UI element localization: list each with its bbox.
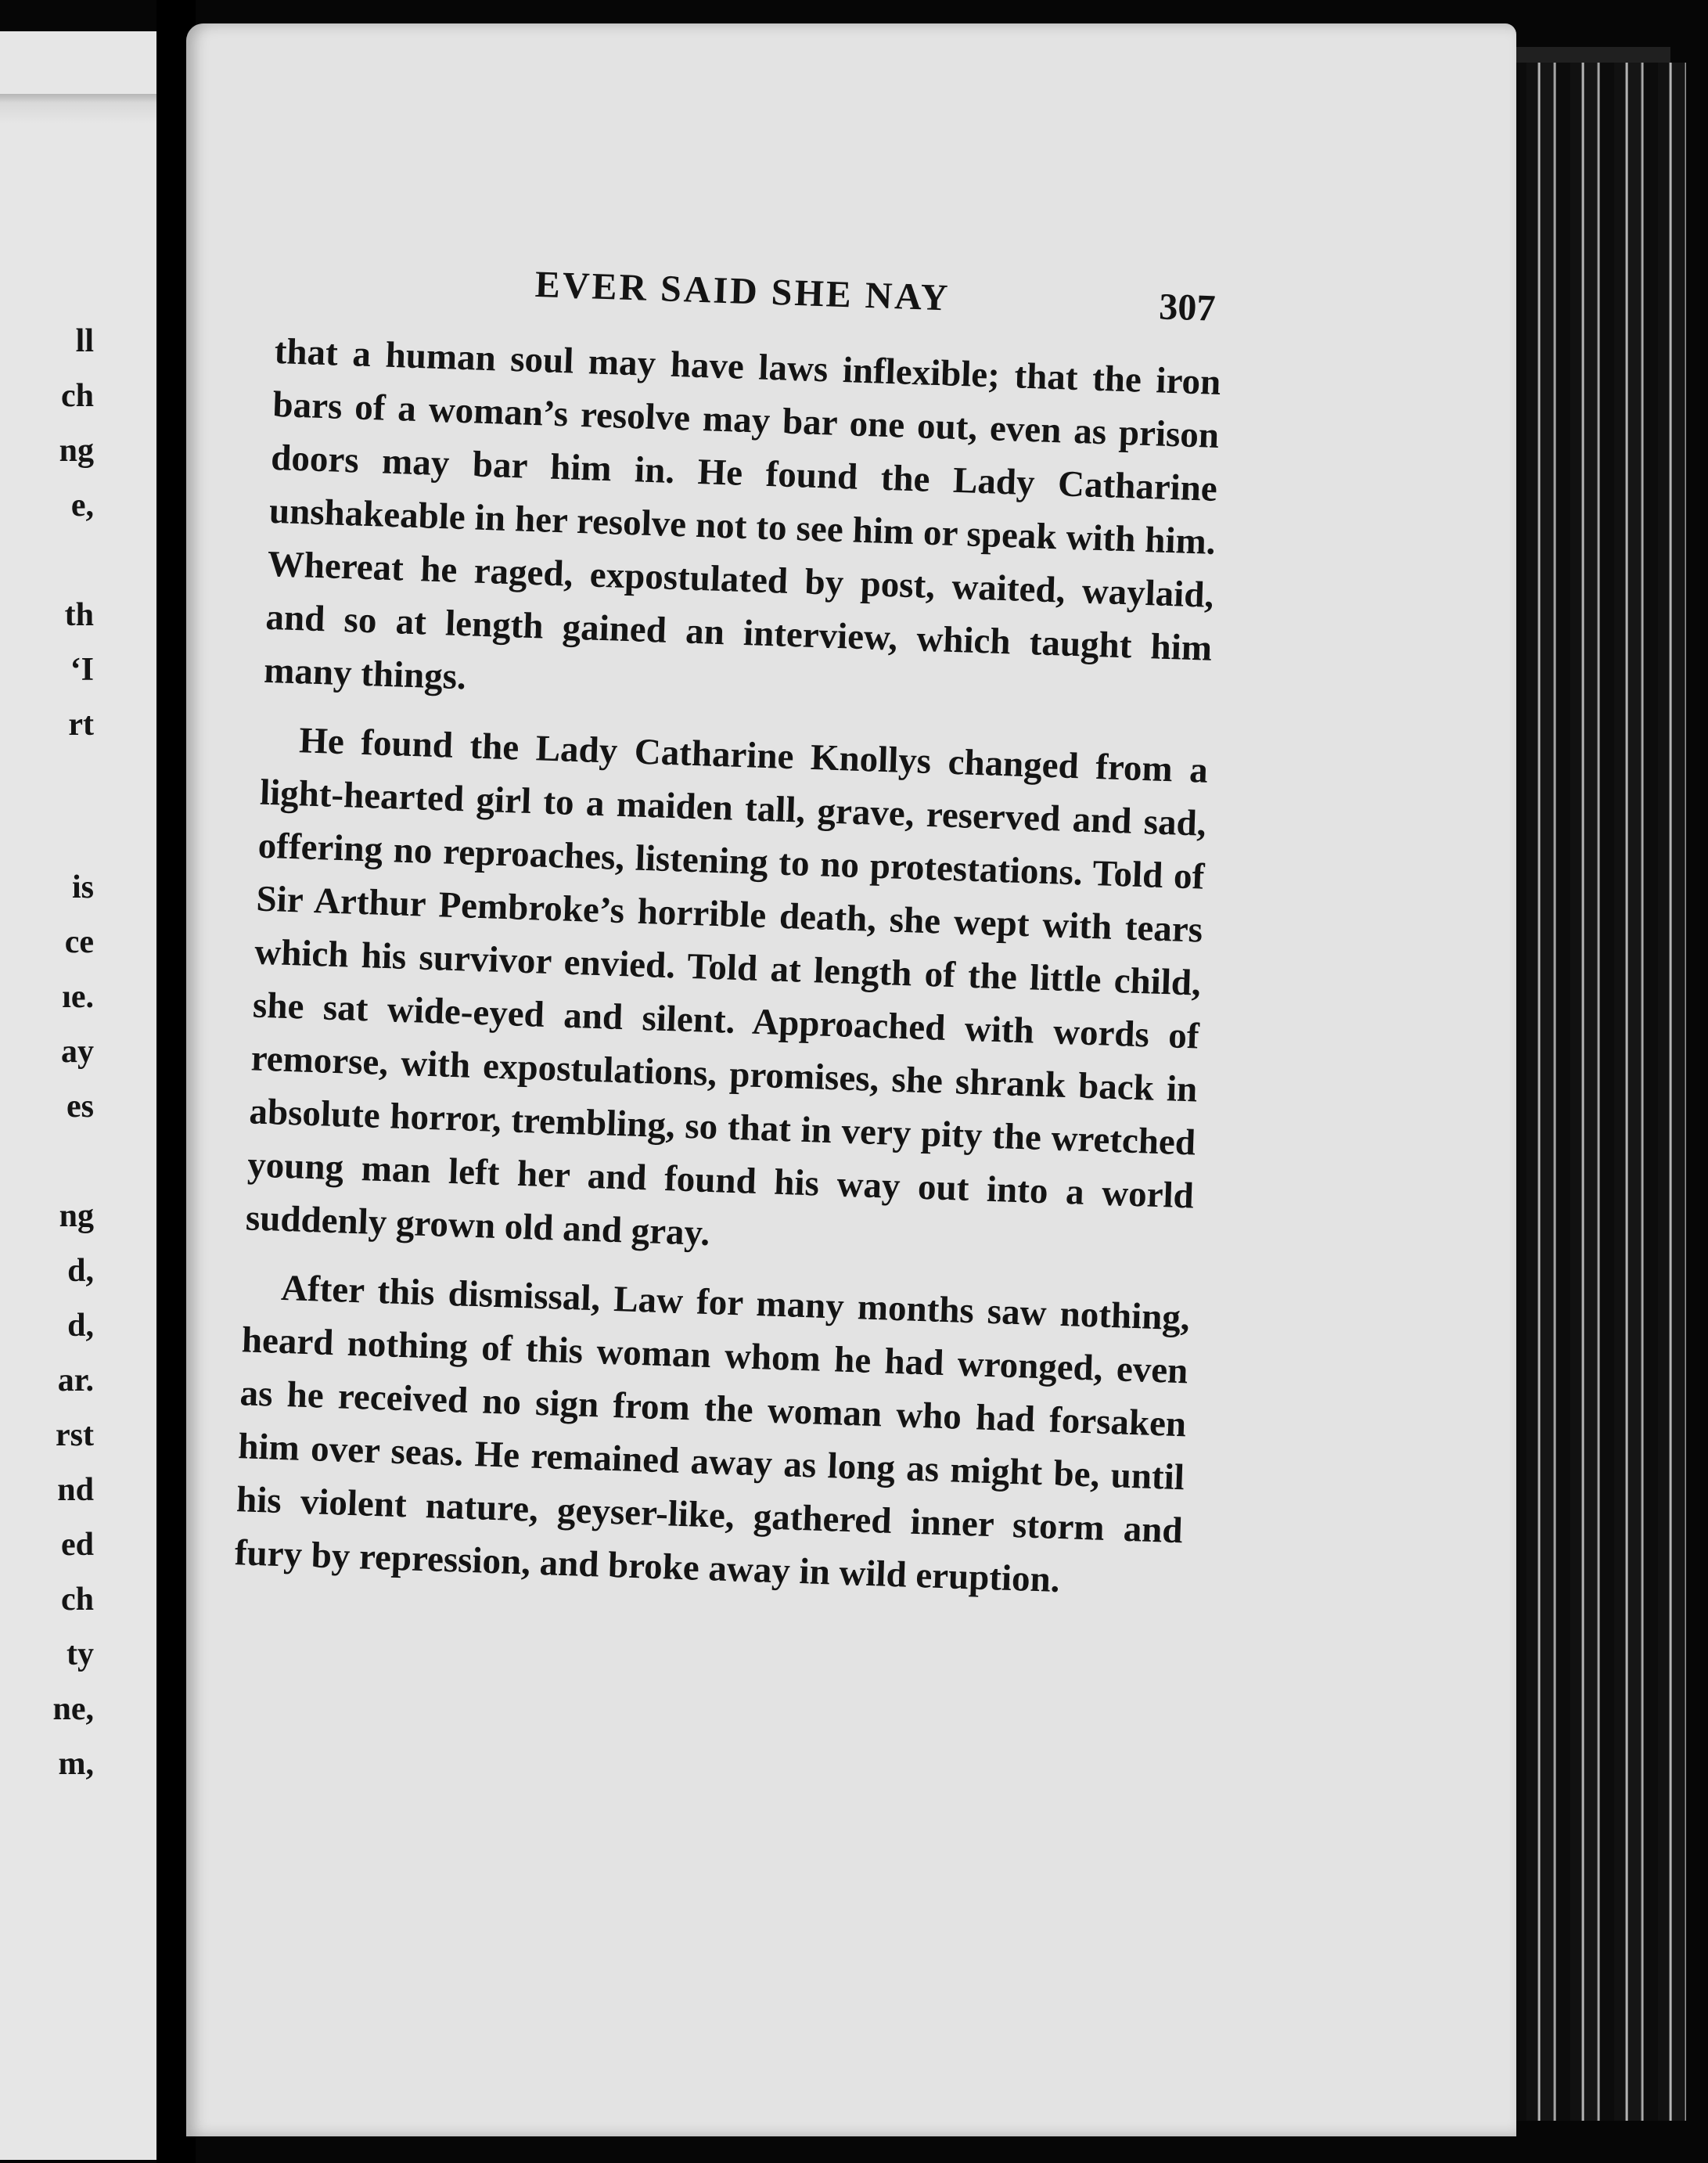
facing-page-left (0, 31, 172, 2160)
text-fragment: nd (57, 1472, 94, 1508)
text-fragment: ty (67, 1636, 94, 1672)
text-fragment: ll (75, 323, 94, 359)
text-fragment: d, (67, 1308, 94, 1344)
text-fragment: ce (64, 924, 94, 960)
running-head-title: EVER SAID SHE NAY (534, 263, 951, 319)
page-curve-shadow (0, 94, 172, 124)
text-fragment: ng (59, 1198, 94, 1234)
text-fragment: is (71, 869, 94, 905)
text-fragment: e, (70, 488, 94, 524)
text-fragment: ch (61, 378, 94, 414)
text-fragment: ıe. (62, 979, 94, 1015)
text-fragment: m, (58, 1746, 94, 1782)
text-fragment: rt (68, 707, 94, 743)
paragraph: After this dismissal, Law for many months saw nothing, heard nothing of this woman whom he had wronged, even as he received no sign from the woman who had forsaken him over seas. He remained away as long as might be, until his violent nature, geyser-like, gathered inner storm and fury by repression, and broke away in wild eruption. (234, 1267, 1191, 1601)
text-fragment: ng (59, 433, 94, 469)
text-fragment: th (64, 597, 94, 633)
page-content (233, 254, 1224, 1626)
paragraph: that a human soul may have laws inflexible; that the iron bars of a woman’s resolve may bar one out, even as prison doors may bar him in. He found the Lady Catharine unshakeable in her resolve not to see him or speak with him. Whereat he raged, expostulated by post, waited, waylaid, and so at length gained an interview, which taught him many things. (263, 330, 1222, 698)
text-fragment: ay (61, 1034, 94, 1070)
text-fragment: ar. (57, 1362, 94, 1398)
text-fragment: rst (56, 1417, 94, 1453)
page-number: 307 (1158, 286, 1217, 329)
text-fragment: ch (61, 1582, 94, 1618)
text-fragment: d, (67, 1253, 94, 1289)
text-fragment: ‘I (70, 652, 94, 688)
paragraph: He found the Lady Catharine Knollys changed from a light-hearted girl to a maiden tall, grave, reserved and sad, offering no reproaches, listening to no protestations. Told of Sir Arthur Pembroke’s horrible death, she wept with tears which his survivor envied. Told at length of the little child, she sat wide-eyed and silent. Approached with words of remorse, with expostulations, promises, she shrank back in absolute horror, trembling, so that in very pity the wretched young man left her and found his way out into a world suddenly grown old and gray. (245, 720, 1209, 1254)
text-fragment: ed (61, 1527, 94, 1563)
text-fragment: es (67, 1089, 94, 1125)
text-fragment: ne, (52, 1691, 94, 1727)
